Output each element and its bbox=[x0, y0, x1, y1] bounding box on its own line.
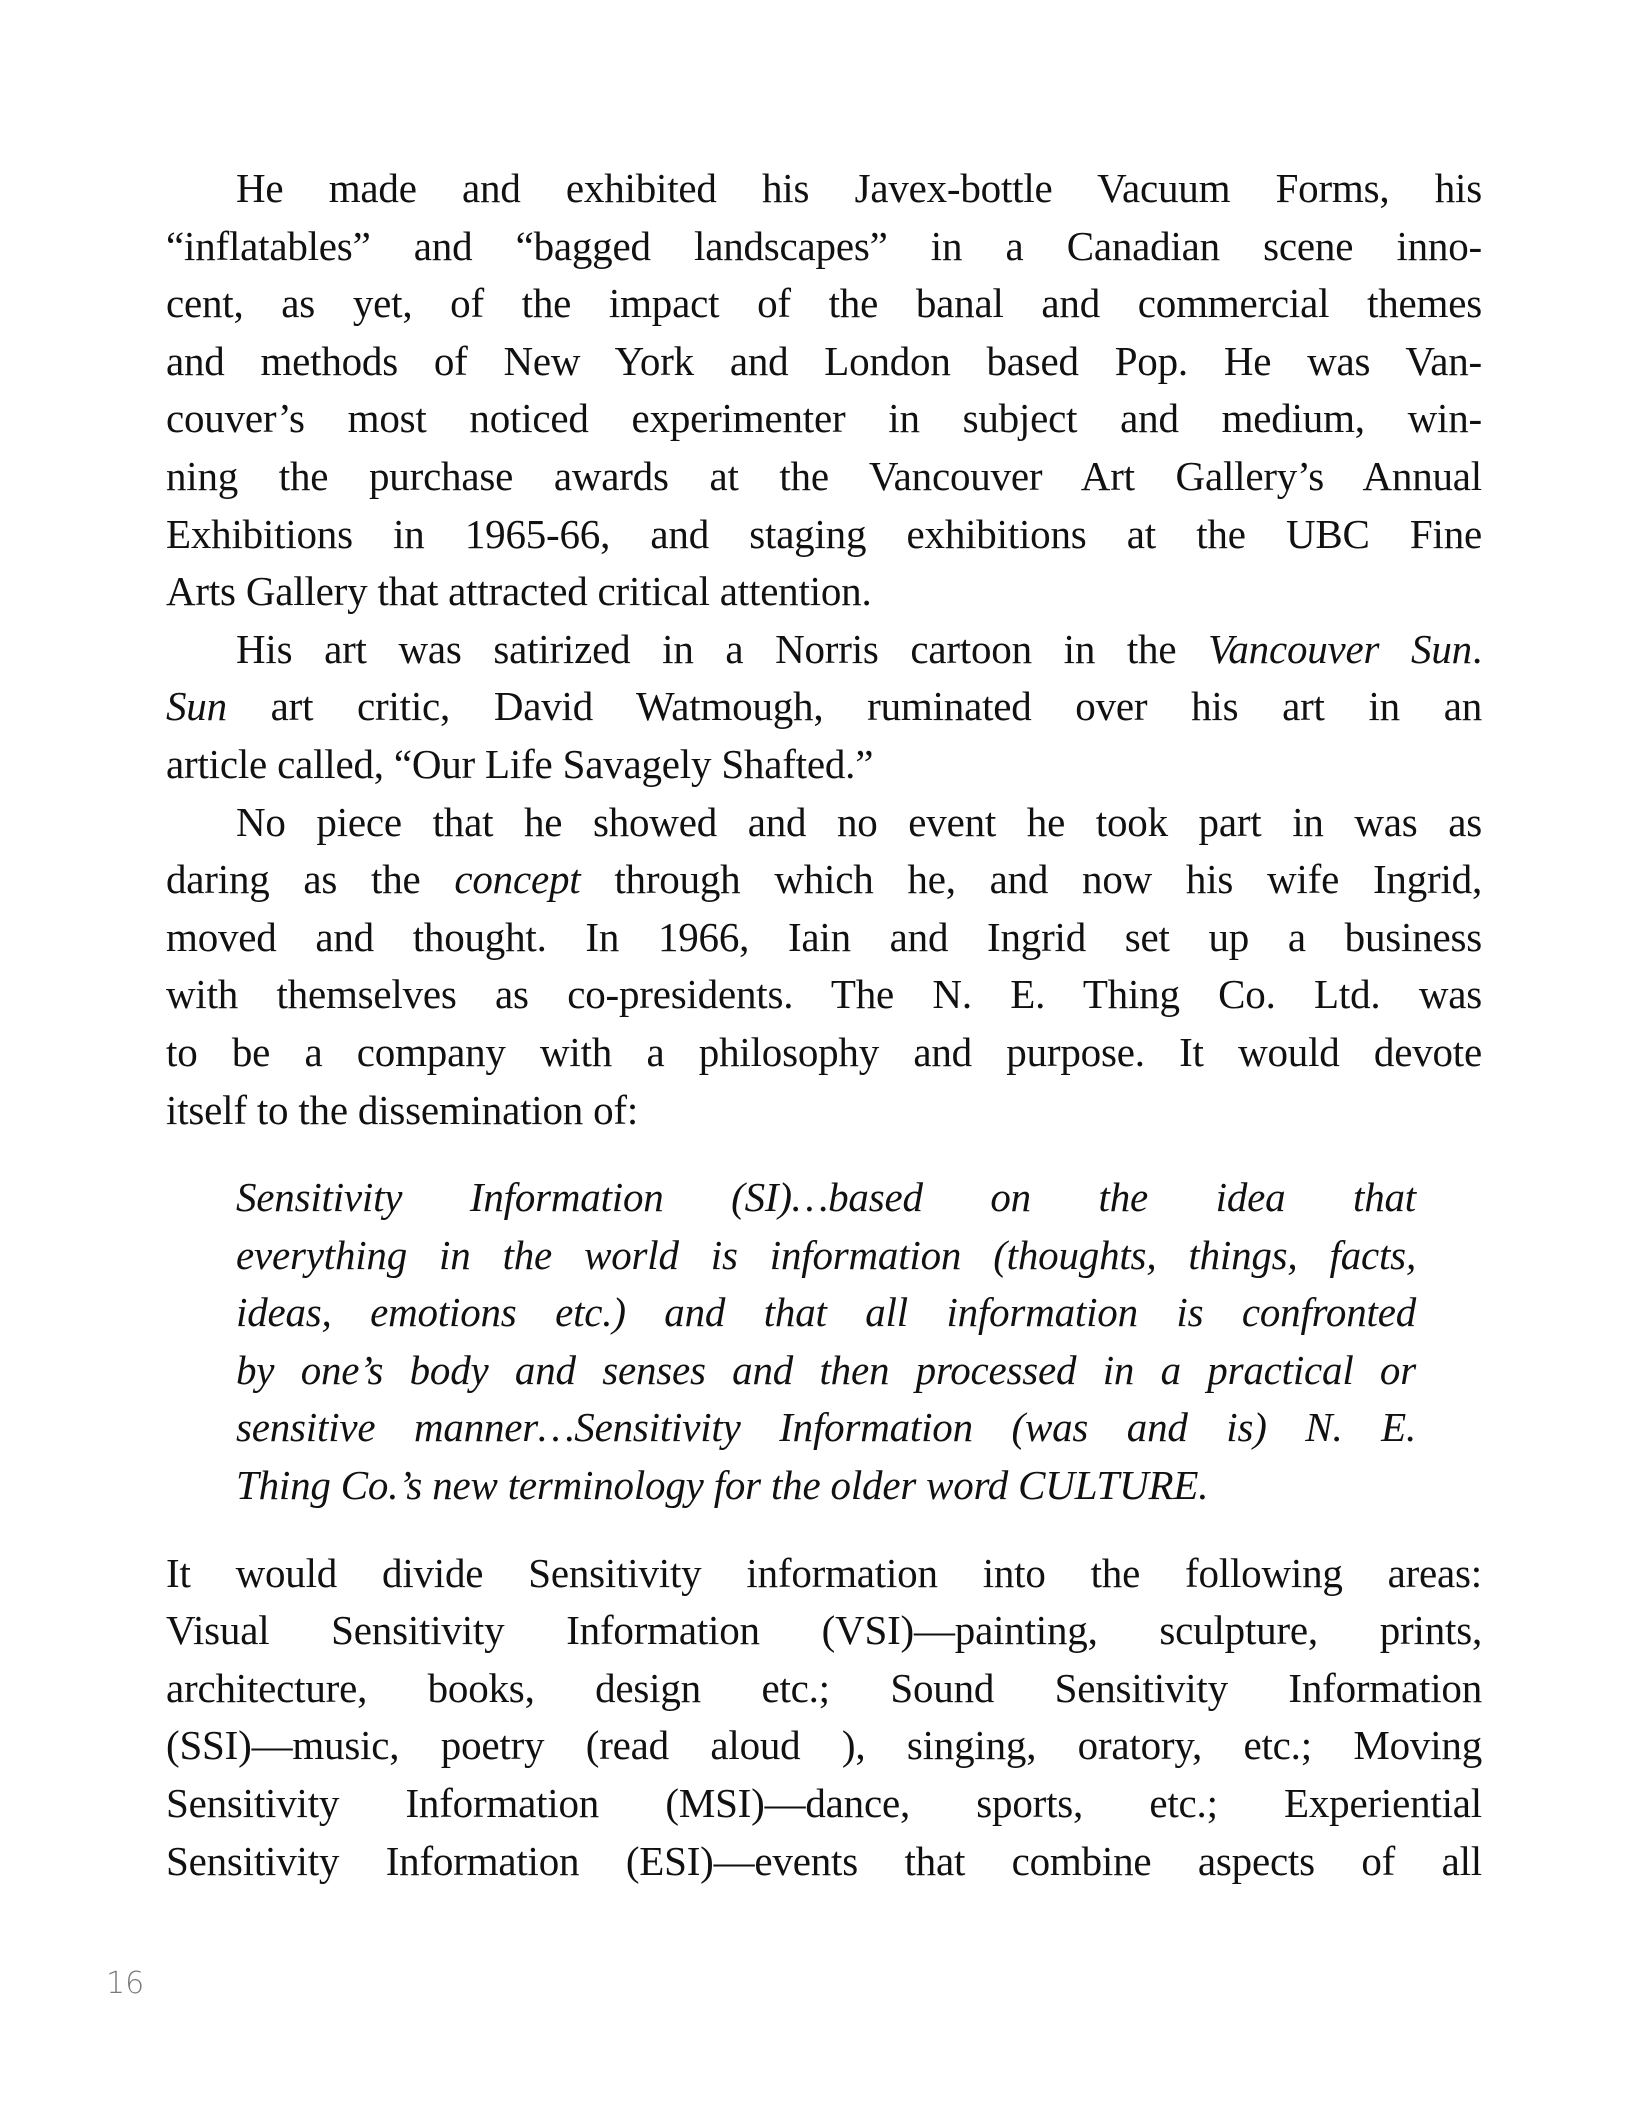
quote-line: Thing Co.’s new terminology for the older word CULTURE. bbox=[236, 1462, 1209, 1509]
text-line: and methods of New York and London based Pop. He was Van- bbox=[166, 337, 1482, 384]
text-line: “inflatables” and “bagged landscapes” in a Canadian scene inno- bbox=[166, 222, 1482, 269]
text-line: itself to the dissemination of: bbox=[166, 1086, 639, 1133]
text-line: couver’s most noticed experimenter in subject and medium, win- bbox=[166, 395, 1482, 442]
quote-line: ideas, emotions etc.) and that all information is confronted bbox=[236, 1289, 1416, 1336]
text-run: His art was satirized in a Norris cartoon in the bbox=[236, 625, 1209, 672]
text-line: Visual Sensitivity Information (VSI)—painting, sculpture, prints, bbox=[166, 1607, 1482, 1654]
text-line: cent, as yet, of the impact of the banal and commercial themes bbox=[166, 280, 1482, 327]
text-line: Sensitivity Information (ESI)—events that combine aspects of all bbox=[166, 1837, 1482, 1884]
text-line: ning the purchase awards at the Vancouver Art Gallery’s Annual bbox=[166, 452, 1482, 499]
text-line bbox=[166, 851, 1482, 909]
paragraph-norris-cartoon bbox=[166, 621, 1482, 794]
text-line: He made and exhibited his Javex-bottle Vacuum Forms, his bbox=[236, 165, 1482, 211]
text-line: It would divide Sensitivity information into the following areas: bbox=[166, 1549, 1482, 1596]
text-line: architecture, books, design etc.; Sound Sensitivity Information bbox=[166, 1664, 1482, 1711]
paragraph-vacuum-forms bbox=[166, 160, 1482, 621]
text-line: to be a company with a philosophy and purpose. It would devote bbox=[166, 1028, 1482, 1075]
paragraph-ne-thing-co bbox=[166, 794, 1482, 1140]
quote-line: everything in the world is information (thoughts, things, facts, bbox=[236, 1231, 1416, 1278]
text-run: art critic, David Watmough, ruminated over his art in an bbox=[226, 683, 1482, 730]
page-number: 16 bbox=[106, 1966, 145, 2001]
blockquote-sensitivity-information bbox=[236, 1169, 1416, 1515]
paragraph-sensitivity-areas bbox=[166, 1545, 1482, 1891]
publication-title: Sun bbox=[166, 683, 227, 730]
body-text bbox=[166, 160, 1482, 1890]
text-line: (SSI)—music, poetry (read aloud ), singing, oratory, etc.; Moving bbox=[166, 1722, 1482, 1769]
quote-line: sensitive manner…Sensitivity Information (was and is) N. E. bbox=[236, 1404, 1416, 1451]
text-line: Exhibitions in 1965-66, and staging exhibitions at the UBC Fine bbox=[166, 510, 1482, 557]
quote-line: Sensitivity Information (SI)…based on the idea that bbox=[236, 1174, 1416, 1221]
text-line: moved and thought. In 1966, Iain and Ingrid set up a business bbox=[166, 913, 1482, 960]
text-line: Arts Gallery that attracted critical attention. bbox=[166, 568, 872, 615]
text-line: Sensitivity Information (MSI)—dance, sports, etc.; Experiential bbox=[166, 1780, 1482, 1827]
text-run: . bbox=[1471, 625, 1482, 672]
text-line bbox=[166, 621, 1482, 679]
text-line: article called, “Our Life Savagely Shafted.” bbox=[166, 740, 874, 787]
quote-line: by one’s body and senses and then processed in a practical or bbox=[236, 1346, 1416, 1393]
text-line: No piece that he showed and no event he took part in was as bbox=[236, 798, 1482, 845]
text-line bbox=[166, 678, 1482, 736]
text-run: through which he, and now his wife Ingrid, bbox=[580, 856, 1482, 903]
publication-title: Vancouver Sun bbox=[1208, 625, 1472, 672]
emphasis: concept bbox=[454, 856, 581, 903]
text-line: with themselves as co-presidents. The N. E. Thing Co. Ltd. was bbox=[166, 971, 1482, 1018]
text-run: daring as the bbox=[166, 856, 455, 903]
